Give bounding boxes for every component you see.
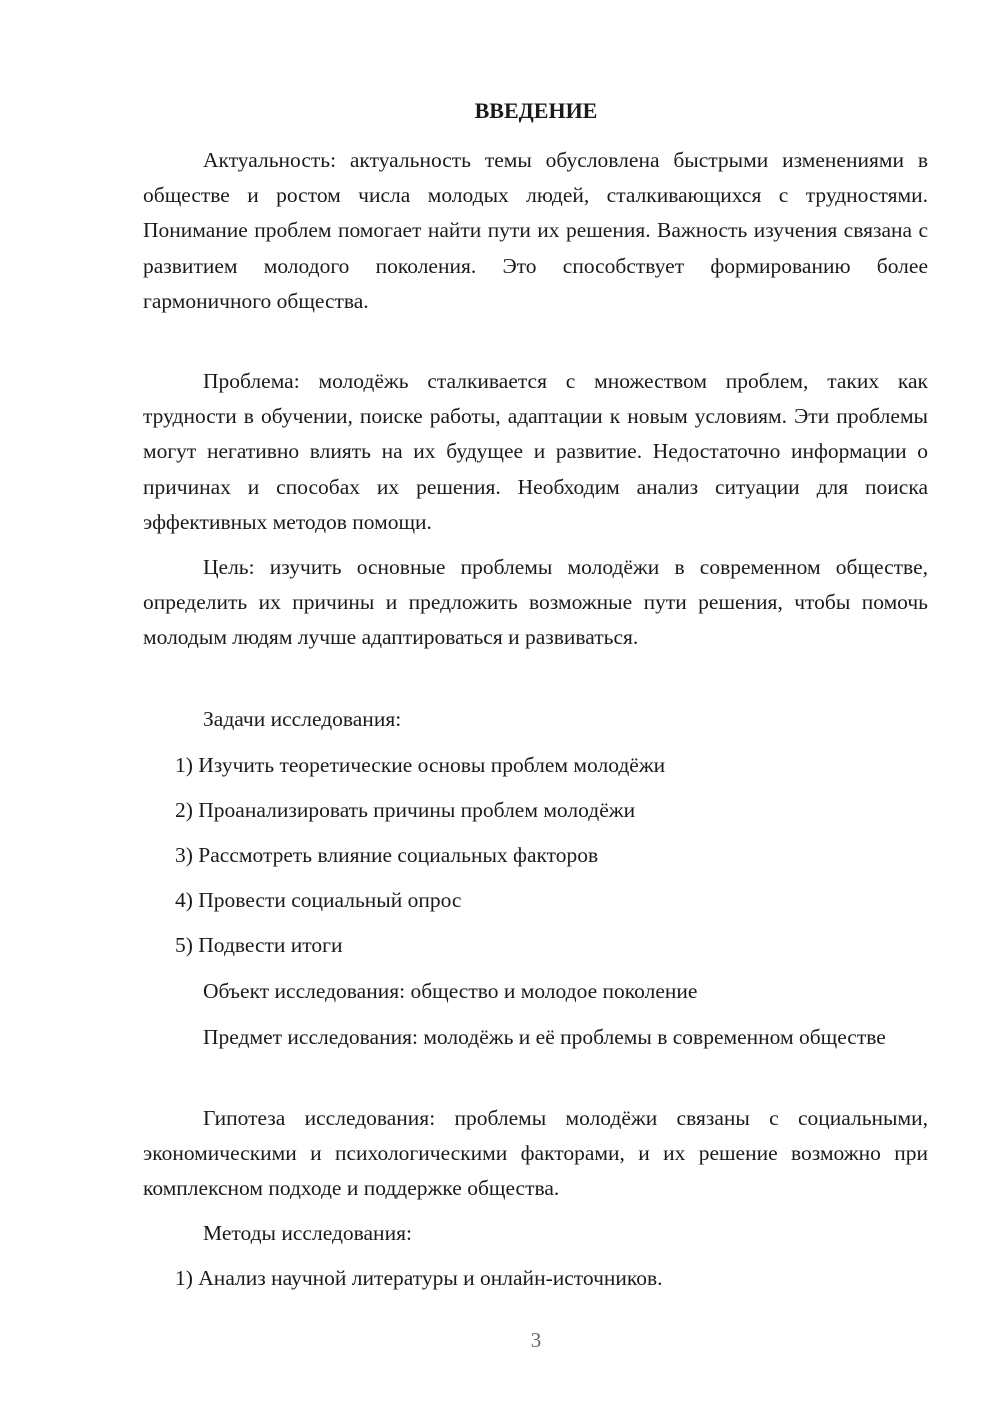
task-item-1: 1) Изучить теоретические основы проблем молодёжи xyxy=(175,753,666,777)
tasks-heading: Задачи исследования: xyxy=(203,707,402,731)
task-item-3: 3) Рассмотреть влияние социальных факторов xyxy=(175,843,599,867)
method-item-1: 1) Анализ научной литературы и онлайн-источников. xyxy=(175,1266,663,1290)
methods-heading: Методы исследования: xyxy=(203,1221,412,1245)
page-number: 3 xyxy=(530,1328,542,1352)
goal-paragraph: Цель: изучить основные проблемы молодёжи в современном обществе, определить их причины и предложить возможные пути решения, чтобы помочь молодым людям лучше адаптироваться и развиваться. xyxy=(143,555,928,650)
relevance-paragraph: Актуальность: актуальность темы обусловлена быстрыми изменениями в обществе и ростом числа молодых людей, сталкивающихся с трудностями. Понимание проблем помогает найти пути их решения. Важность изучения связана с развитием молодого поколения. Это способствует формированию более гармоничного общества. xyxy=(143,148,928,313)
research-object: Объект исследования: общество и молодое поколение xyxy=(203,979,698,1003)
research-subject: Предмет исследования: молодёжь и её проблемы в современном обществе xyxy=(203,1025,886,1049)
task-item-2: 2) Проанализировать причины проблем молодёжи xyxy=(175,798,636,822)
hypothesis-paragraph: Гипотеза исследования: проблемы молодёжи связаны с социальными, экономическими и психологическими факторами, и их решение возможно при комплексном подходе и поддержке общества. xyxy=(143,1106,928,1201)
section-title: ВВЕДЕНИЕ xyxy=(474,98,598,123)
task-item-4: 4) Провести социальный опрос xyxy=(175,888,462,912)
task-item-5: 5) Подвести итоги xyxy=(175,933,343,957)
problem-paragraph: Проблема: молодёжь сталкивается с множеством проблем, таких как трудности в обучении, поиске работы, адаптации к новым условиям. Эти проблемы могут негативно влиять на их будущее и развитие. Недостаточно информации о причинах и способах их решения. Необходим анализ ситуации для поиска эффективных методов помощи. xyxy=(143,369,928,534)
